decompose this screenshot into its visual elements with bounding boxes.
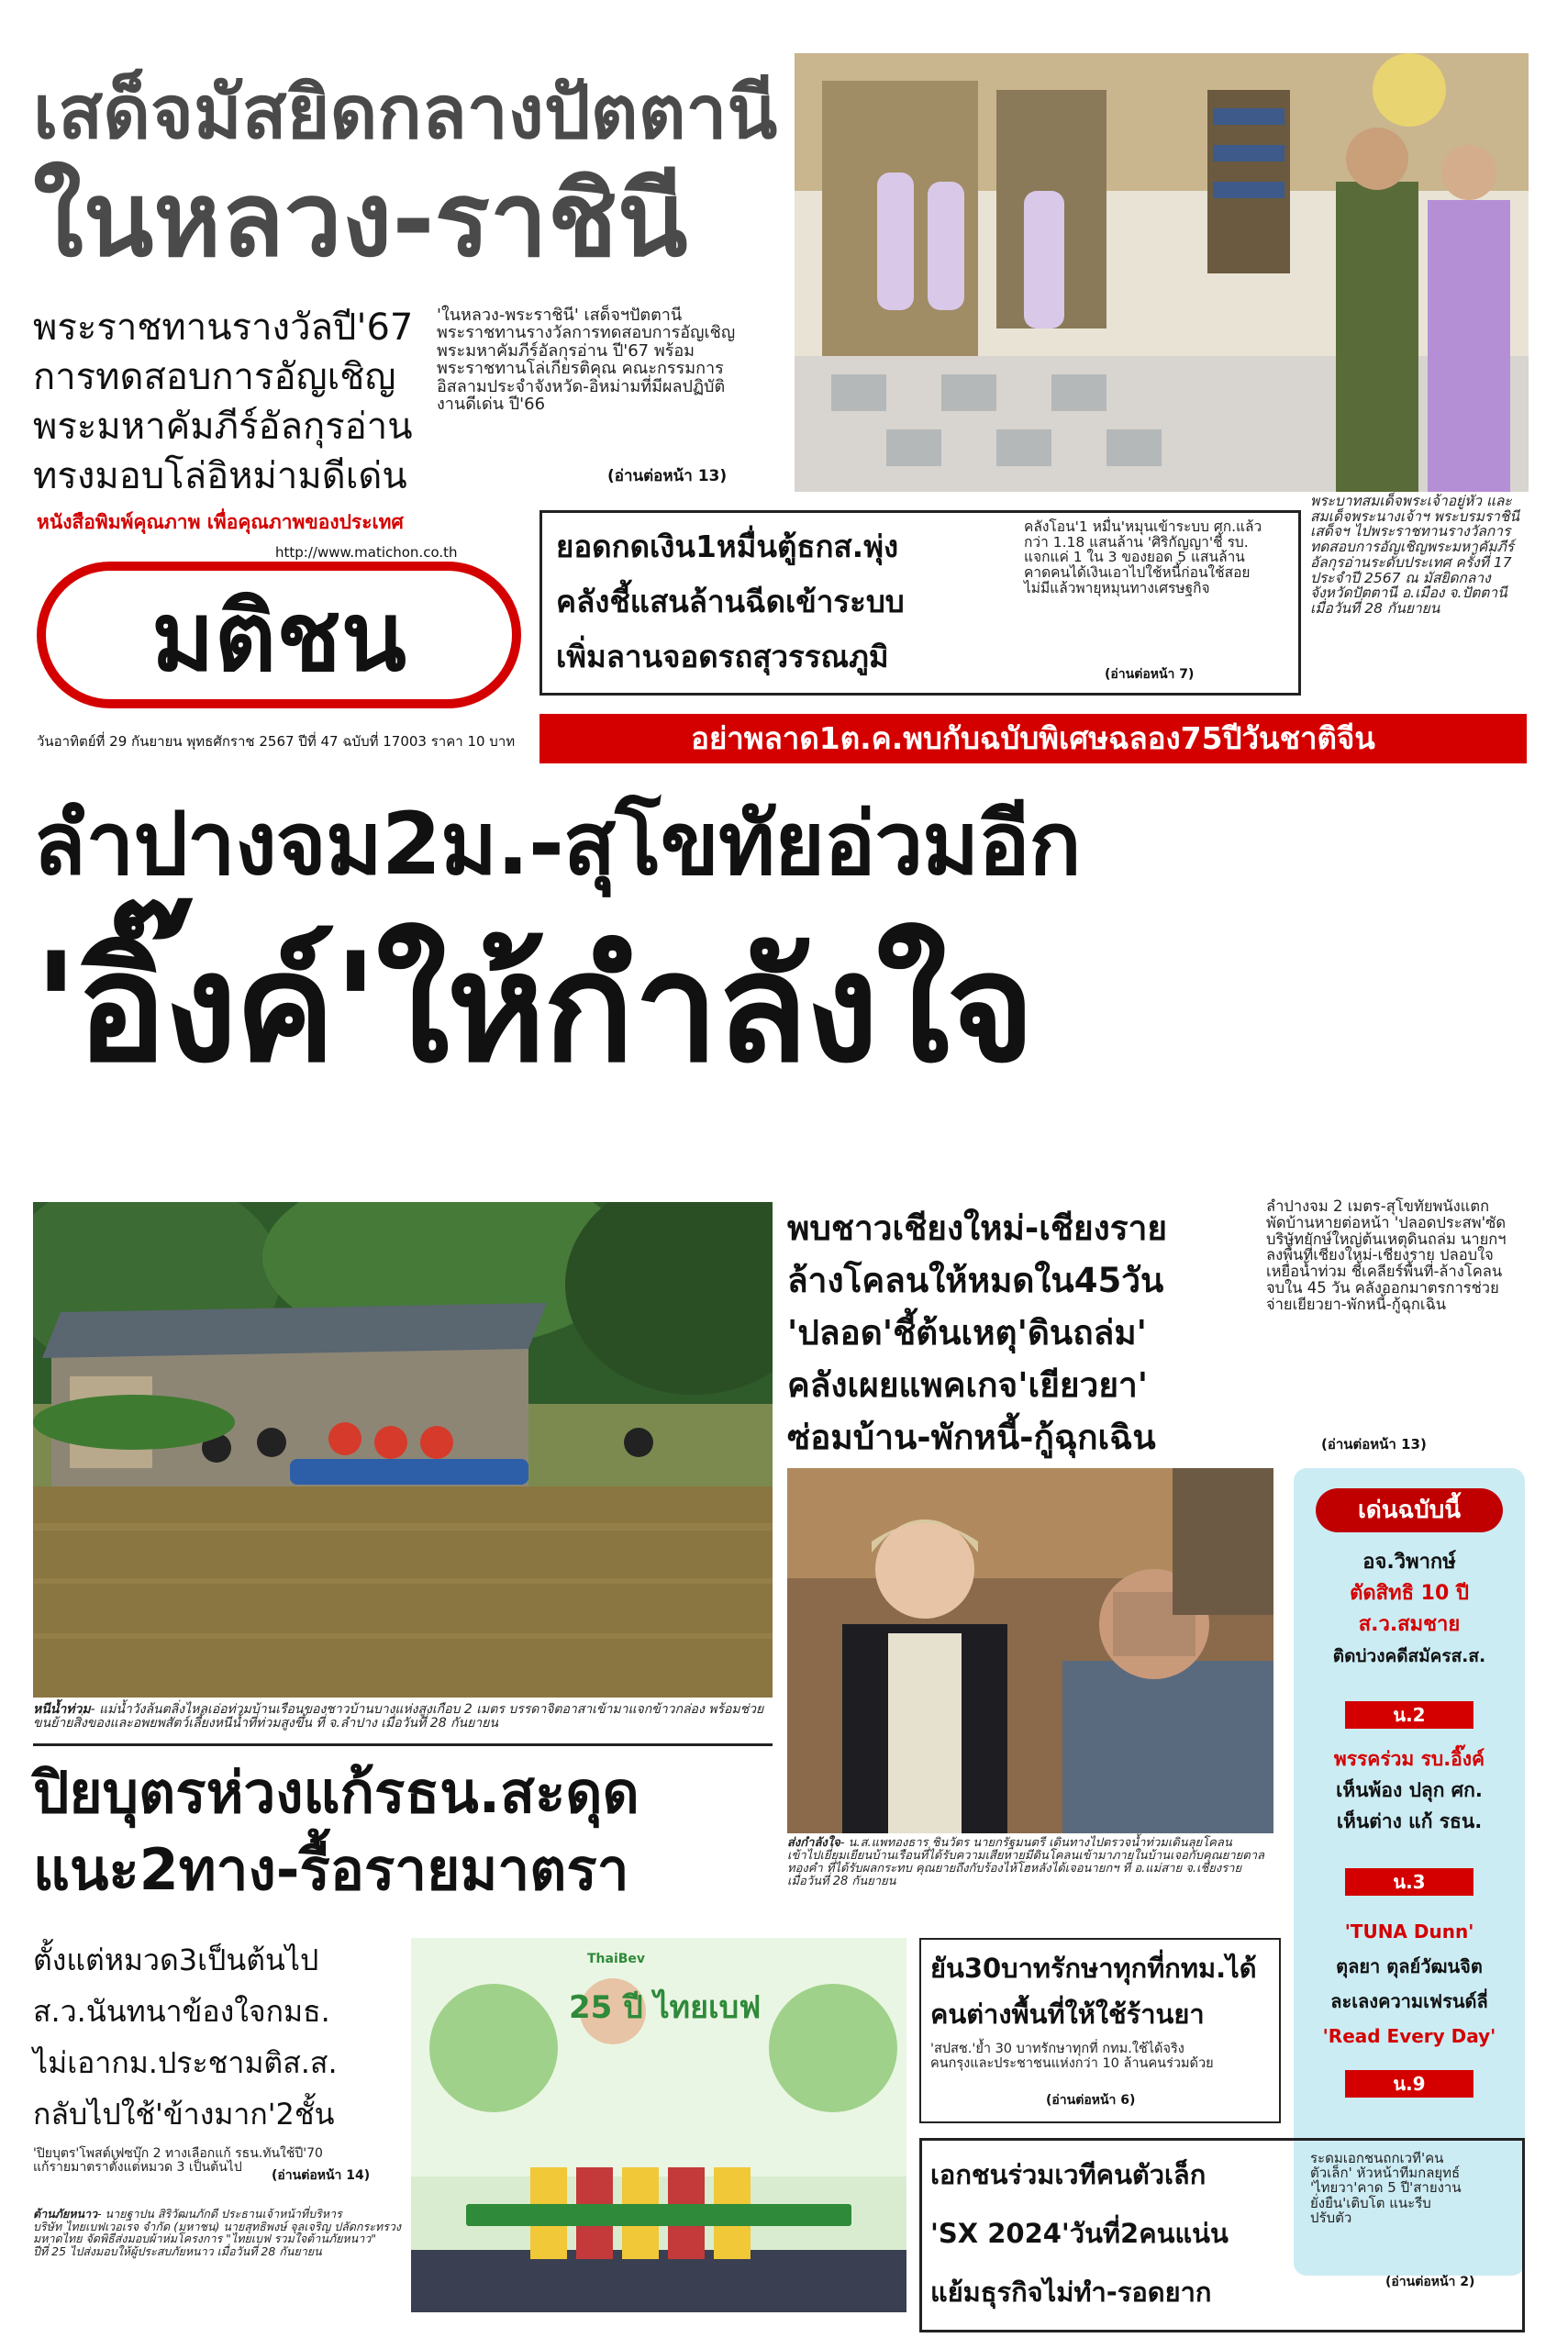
sme-body-line: 'ไทยวา'คาด 5 ปี'สายงาน xyxy=(1310,2179,1462,2197)
lead-subhead xyxy=(787,1202,1264,1464)
constitution-subhead-line: ไม่เอากม.ประชามติส.ส. xyxy=(33,2045,338,2080)
lead-body-line: จ่ายเยียวยา-พักหนี้-กู้ฉุกเฉิน xyxy=(1266,1295,1447,1313)
highlight-line: ติดบ่วงคดีสมัครส.ส. xyxy=(1332,1646,1486,1666)
highlight-page-tag-3[interactable]: น.9 xyxy=(1345,2070,1473,2098)
lead-subhead-line: คลังเผยแพคเกจ'เยียวยา' xyxy=(787,1365,1149,1405)
flood-caption-label: หนีน้ำท่วม xyxy=(33,1702,91,1717)
lead-subhead-line: ซ่อมบ้าน-พักหนี้-กู้ฉุกเฉิน xyxy=(787,1418,1156,1457)
thaibev-caption-line: มหาดไทย จัดพิธีส่งมอบผ้าห่มโครงการ "ไทยเบฟ รวมใจต้านภัยหนาว" xyxy=(33,2232,377,2245)
dateline: วันอาทิตย์ที่ 29 กันยายน พุทธศักราช 2567 ปีที่ 47 ฉบับที่ 17003 ราคา 10 บาท xyxy=(37,733,516,750)
thaibev-caption-label: ต้านภัยหนาว xyxy=(33,2207,98,2221)
baac-headline-line: ยอดกดเงิน1หมื่นตู้ธกส.พุ่ง xyxy=(556,529,899,564)
sme-headline-line: แย้มธุรกิจไม่ทำ-รอดยาก xyxy=(930,2277,1212,2308)
top-body xyxy=(437,306,785,414)
constitution-body-line: แก้รายมาตราตั้งแต่หมวด 3 เป็นต้นไป xyxy=(33,2160,242,2176)
constitution-read-more[interactable]: (อ่านต่อหน้า 14) xyxy=(272,2168,371,2183)
logo-text: มติชน xyxy=(151,581,406,693)
highlight-line: อจ.วิพากษ์ xyxy=(1362,1551,1456,1574)
sme-headline[interactable] xyxy=(930,2145,1316,2321)
baac-read-more[interactable]: (อ่านต่อหน้า 7) xyxy=(1105,667,1195,682)
baac-headline-line: คลังชี้แสนล้านฉีดเข้าระบบ xyxy=(556,584,905,619)
sme-headline-line: เอกชนร่วมเวทีคนตัวเล็ก xyxy=(930,2159,1207,2190)
section-divider xyxy=(33,1743,773,1746)
royal-visit-illustration xyxy=(795,53,1529,492)
masthead-slogan: หนังสือพิมพ์คุณภาพ เพื่อคุณภาพของประเทศ xyxy=(37,511,404,533)
constitution-body-line: 'ปิยบุตร'โพสต์เฟซบุ๊ก 2 ทางเลือกแก้ รธน.ทันใช้ปี'70 xyxy=(33,2146,323,2161)
flood-illustration xyxy=(33,1202,773,1698)
flood-photo xyxy=(33,1202,773,1698)
top-read-more[interactable]: (อ่านต่อหน้า 13) xyxy=(607,467,728,485)
lead-body-line: จบใน 45 วัน คลังออกมาตรการช่วย xyxy=(1266,1279,1499,1297)
flood-caption-text: - แม่น้ำวังล้นตลิ่งไหลเอ่อท่วมบ้านเรือนของชาวบ้านบางแห่งสูงเกือบ 2 เมตร บรรดาจิตอาสาเข้ามาแจกข้าวกล่อง พร้อมช่วย xyxy=(90,1702,764,1717)
top-body-line: พระราชทานรางวัลการทดสอบการอัญเชิญ xyxy=(437,323,736,343)
health-body-line: 'สปสช.'ย้ำ 30 บาทรักษาทุกที่ กทม.ใช้ได้จริง xyxy=(930,2042,1184,2056)
masthead-logo[interactable] xyxy=(37,562,521,708)
royal-caption-line: เสด็จฯ ไปพระราชทานรางวัลการ xyxy=(1310,523,1511,540)
highlight-line: เห็นพ้อง ปลุก ศก. xyxy=(1336,1779,1483,1801)
masthead-url[interactable]: http://www.matichon.co.th xyxy=(275,544,458,561)
royal-caption-line: ทดสอบการอัญเชิญพระมหาคัมภีร์ xyxy=(1310,539,1514,556)
top-subhead-line: ทรงมอบโล่อิหม่ามดีเด่น xyxy=(33,455,407,497)
sme-body-line: ปรับตัว xyxy=(1310,2209,1352,2226)
thaibev-photo-caption xyxy=(33,2208,418,2257)
pm-caption-line: ทองคำ ที่ได้รับผลกระทบ คุณยายถึงกับร้องไห้โฮหลังได้เจอนายกฯ ที่ อ.แม่สาย จ.เชียงราย xyxy=(787,1862,1242,1876)
lead-read-more[interactable]: (อ่านต่อหน้า 13) xyxy=(1321,1436,1427,1453)
lead-body-line: ลงพื้นที่เชียงใหม่-เชียงราย ปลอบใจ xyxy=(1266,1246,1494,1264)
royal-caption-line: ประจำปี 2567 ณ มัสยิดกลาง xyxy=(1310,569,1491,586)
baac-body xyxy=(1024,519,1296,596)
royal-caption-line: สมเด็จพระนางเจ้าฯ พระบรมราชินี xyxy=(1310,507,1519,525)
highlight-item-2[interactable] xyxy=(1299,1743,1519,1837)
royal-caption-line: อัลกุรอ่านระดับประเทศ ครั้งที่ 17 xyxy=(1310,553,1512,571)
top-subhead-line: พระมหาคัมภีร์อัลกุรอ่าน xyxy=(33,406,413,448)
royal-caption-line: จังหวัดปัตตานี อ.เมือง จ.ปัตตานี xyxy=(1310,584,1507,602)
pm-visit-photo xyxy=(787,1468,1273,1833)
pm-caption-text: - น.ส.แพทองธาร ชินวัตร นายกรัฐมนตรี เดินทางไปตรวจน้ำท่วมเดินลุยโคลน xyxy=(840,1836,1232,1850)
highlight-line: 'TUNA Dunn' xyxy=(1344,1920,1474,1943)
thaibev-caption-line-1 xyxy=(33,2208,418,2221)
top-headline-1[interactable]: เสด็จมัสยิดกลางปัตตานี xyxy=(33,70,778,155)
sme-body-line: ระดมเอกชนถกเวที'คน xyxy=(1310,2150,1444,2166)
flood-caption xyxy=(33,1703,773,1731)
promo-banner-text: อย่าพลาด1ต.ค.พบกับฉบับพิเศษฉลอง75ปีวันชาติจีน xyxy=(691,720,1375,756)
promo-banner[interactable] xyxy=(539,714,1527,763)
highlight-item-1[interactable] xyxy=(1299,1547,1519,1672)
highlight-item-3[interactable] xyxy=(1299,1914,1519,2054)
highlight-page-tag-1[interactable]: น.2 xyxy=(1345,1701,1473,1729)
top-headline-2[interactable]: ในหลวง-ราชินี xyxy=(33,161,688,280)
sme-body xyxy=(1310,2151,1521,2225)
thaibev-caption-line: ปีที่ 25 ไปส่งมอบให้ผู้ประสบภัยหนาว เมื่อวันที่ 28 กันยายน xyxy=(33,2243,322,2258)
highlight-line: ละเลงความเฟรนด์ลี่ xyxy=(1330,1990,1488,2012)
lead-subhead-line: พบชาวเชียงใหม่-เชียงราย xyxy=(787,1208,1168,1248)
constitution-subhead xyxy=(33,1934,400,2140)
constitution-headline-line: แนะ2ทาง-รื้อรายมาตรา xyxy=(33,1836,629,1903)
constitution-subhead-line: ส.ว.นันทนาข้องใจกมธ. xyxy=(33,1994,330,2029)
baac-body-line: คลังโอน'1 หมื่น'หมุนเข้าระบบ ศก.แล้ว xyxy=(1024,518,1262,535)
thaibev-brand: ThaiBev xyxy=(587,1952,646,1966)
highlight-line: ตุลยา ตุลย์วัฒนจิต xyxy=(1336,1955,1483,1977)
health-body-line: คนกรุงและประชาชนแห่งกว่า 10 ล้านคนร่วมด้วย xyxy=(930,2055,1214,2071)
baac-body-line: แจกแค่ 1 ใน 3 ของยอด 5 แสนล้าน xyxy=(1024,549,1245,566)
thaibev-caption-text: - นายฐาปน สิริวัฒนภักดี ประธานเจ้าหน้าที่บริหาร xyxy=(97,2207,342,2221)
pm-caption-label: ส่งกำลังใจ xyxy=(787,1836,840,1850)
top-subhead-line: การทดสอบการอัญเชิญ xyxy=(33,356,396,398)
pm-photo-caption xyxy=(787,1837,1283,1888)
health-headline[interactable] xyxy=(930,1945,1279,2037)
constitution-subhead-line: กลับไปใช้'ข้างมาก'2ชั้น xyxy=(33,2097,335,2132)
top-body-line: งานดีเด่น ปี'66 xyxy=(437,395,546,415)
royal-caption-line: พระบาทสมเด็จพระเจ้าอยู่หัว และ xyxy=(1310,493,1512,509)
highlight-line: ส.ว.สมชาย xyxy=(1358,1613,1461,1636)
pm-caption-line-1 xyxy=(787,1837,1283,1850)
royal-photo-caption xyxy=(1310,494,1540,617)
constitution-subhead-line: ตั้งแต่หมวด3เป็นต้นไป xyxy=(33,1943,319,1977)
baac-headline[interactable] xyxy=(556,519,987,685)
highlight-line: พรรคร่วม รบ.อิ๊งค์ xyxy=(1333,1748,1485,1770)
lead-subhead-line: ล้างโคลนให้หมดใน45วัน xyxy=(787,1261,1164,1300)
sme-body-line: ยั่งยืน'เติบโต แนะรีบ xyxy=(1310,2194,1431,2211)
constitution-headline[interactable] xyxy=(33,1754,785,1909)
lead-body-line: เหยื่อน้ำท่วม ชี้เคลียร์พื้นที่-ล้างโคลน xyxy=(1266,1263,1503,1281)
top-body-line: 'ในหลวง-พระราชินี' เสด็จฯปัตตานี xyxy=(437,306,683,325)
lead-body-line: บริษัทยักษ์ใหญ่ต้นเหตุดินถล่ม นายกฯ xyxy=(1266,1230,1507,1248)
highlight-page-tag-2[interactable]: น.3 xyxy=(1345,1868,1473,1896)
top-body-line: อิสลามประจำจังหวัด-อิหม่ามที่มีผลปฏิบัติ xyxy=(437,376,726,396)
highlights-title: เด่นฉบับนี้ xyxy=(1316,1488,1503,1532)
baac-body-line: กว่า 1.18 แสนล้าน 'ศิริกัญญา'ชี้ รบ. xyxy=(1024,533,1249,551)
baac-headline-line: เพิ่มลานจอดรถสุวรรณภูมิ xyxy=(556,639,889,674)
pm-visit-illustration xyxy=(787,1468,1273,1833)
flood-caption-line-2: ขนย้ายสิ่งของและอพยพสัตว์เลี้ยงหนีน้ำที่ท่วมสูงขึ้น ที่ จ.ลำปาง เมื่อวันที่ 28 กันยายน xyxy=(33,1716,498,1731)
health-headline-line: คนต่างพื้นที่ให้ใช้ร้านยา xyxy=(930,1998,1205,2030)
lead-body-line: ลำปางจม 2 เมตร-สุโขทัยพนังแตก xyxy=(1266,1197,1490,1215)
thaibev-stage-text: 25 ปี ไทยเบฟ xyxy=(569,1989,762,2026)
baac-body-line: คาดคนได้เงินเอาไปใช้หนี้ก่อนใช้สอย xyxy=(1024,564,1251,582)
top-subhead xyxy=(33,303,428,501)
highlight-line: 'Read Every Day' xyxy=(1322,2025,1496,2047)
sme-headline-line: 'SX 2024'วันที่2คนแน่น xyxy=(930,2218,1229,2249)
top-body-line: พระมหาคัมภีร์อัลกุรอ่าน ปี'67 พร้อม xyxy=(437,340,695,361)
constitution-headline-line: ปิยบุตรห่วงแก้รธน.สะดุด xyxy=(33,1759,639,1826)
lead-body-line: พัดบ้านหายต่อหน้า 'ปลอดประสพ'ซัด xyxy=(1266,1213,1507,1231)
flood-caption-line-1 xyxy=(33,1703,773,1717)
lead-headline-1[interactable]: ลำปางจม2ม.-สุโขทัยอ่วมอีก xyxy=(33,795,1081,895)
health-body xyxy=(930,2043,1279,2071)
lead-subhead-line: 'ปลอด'ชี้ต้นเหตุ'ดินถล่ม' xyxy=(787,1313,1148,1353)
lead-body xyxy=(1266,1198,1541,1313)
highlight-line: เห็นต่าง แก้ รธน. xyxy=(1336,1810,1483,1832)
highlight-line: ตัดสิทธิ 10 ปี xyxy=(1350,1582,1469,1605)
sme-read-more[interactable]: (อ่านต่อหน้า 2) xyxy=(1385,2275,1475,2289)
health-read-more[interactable]: (อ่านต่อหน้า 6) xyxy=(1046,2093,1136,2108)
lead-headline-2[interactable]: 'อิ๊งค์'ให้กำลังใจ xyxy=(33,920,1033,1096)
health-headline-line: ยัน30บาทรักษาทุกที่กทม.ได้ xyxy=(930,1953,1257,1984)
top-body-line: พระราชทานโล่เกียรติคุณ คณะกรรมการ xyxy=(437,359,724,379)
baac-body-line: ไม่มีแล้วพายุหมุนทางเศรษฐกิจ xyxy=(1024,579,1210,596)
thaibev-caption-line: บริษัท ไทยเบฟเวอเรจ จำกัด (มหาชน) นายสุทธิพงษ์ จุลเจริญ ปลัดกระทรวง xyxy=(33,2219,401,2233)
sme-body-line: ตัวเล็ก' หัวหน้าทีมกลยุทธ์ xyxy=(1310,2165,1461,2182)
pm-caption-line: เมื่อวันที่ 28 กันยายน xyxy=(787,1875,896,1889)
royal-caption-line: เมื่อวันที่ 28 กันยายน xyxy=(1310,600,1440,618)
pm-caption-line: เข้าไปเยี่ยมเยียนบ้านเรือนที่ได้รับความเสียหายมีดินโคลนเข้ามาภายในบ้านเจอกับคุณยายตาล xyxy=(787,1849,1264,1864)
top-subhead-line: พระราชทานรางวัลปี'67 xyxy=(33,306,414,349)
royal-visit-photo xyxy=(795,53,1529,492)
